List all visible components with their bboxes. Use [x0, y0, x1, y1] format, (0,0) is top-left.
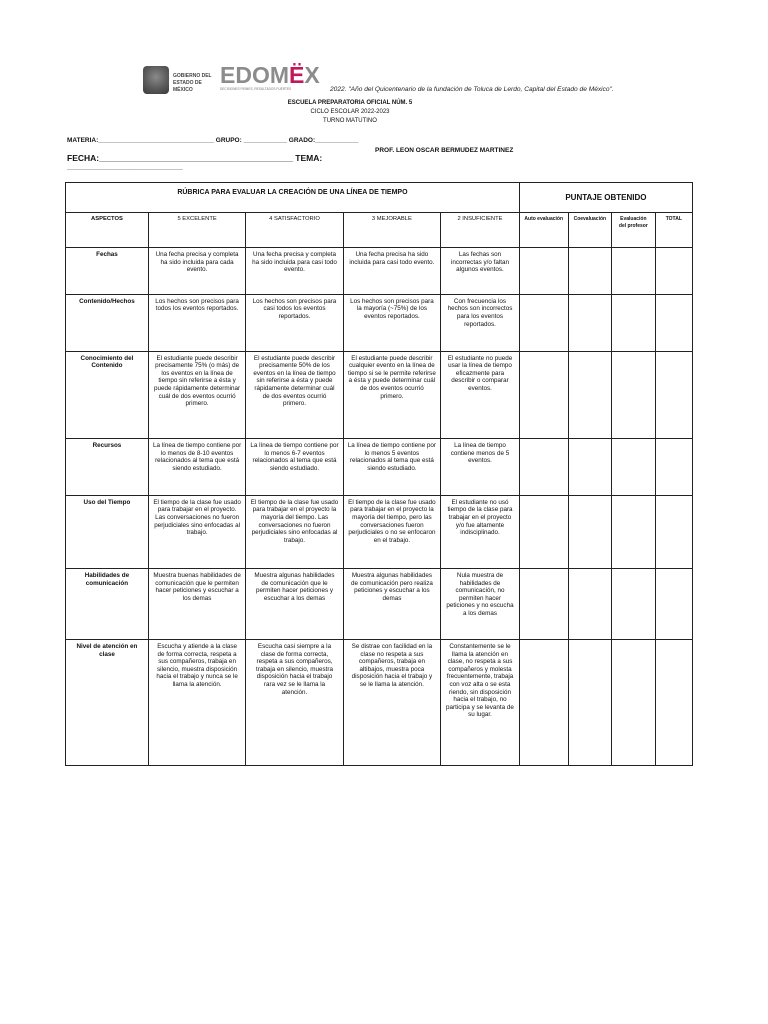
header-evaluacion-profesor: Evaluación del profesor [612, 213, 656, 248]
criterion-4: Muestra algunas habilidades de comunicación que le permiten hacer peticiones y escuchar a los demas [246, 568, 343, 639]
criterion-4: El tiempo de la clase fue usado para trabajar en el proyecto la mayoría del tiempo. Las conversaciones no fueron perjudiciales sino enfocadas al trabajo. [246, 495, 343, 568]
aspect-contenido: Contenido/Hechos [66, 294, 149, 351]
table-row [66, 640, 693, 766]
aspect-uso-tiempo: Uso del Tiempo [66, 495, 149, 568]
score-total[interactable] [655, 294, 692, 351]
criterion-3: Los hechos son precisos para la mayoría (~75%) de los eventos reportados. [343, 294, 440, 351]
table-title-row [66, 183, 693, 213]
criterion-5: La línea de tiempo contiene por lo menos de 8-10 eventos relacionados al tema que está siendo estudiado. [148, 438, 245, 495]
score-coeval[interactable] [568, 248, 612, 295]
criterion-3: El tiempo de la clase fue usado para trabajar en el proyecto la mayoría del tiempo, pero las conversaciones fueron perjudiciales o no se enfocaron en el trabajo. [343, 495, 440, 568]
score-coeval[interactable] [568, 351, 612, 438]
rubric-table [65, 182, 693, 766]
score-coeval[interactable] [568, 438, 612, 495]
criterion-2: Nula muestra de habilidades de comunicación, no permiten hacer peticiones y no escucha a los demas [441, 568, 520, 639]
score-coeval[interactable] [568, 294, 612, 351]
criterion-3: Se distrae con facilidad en la clase no respeta a sus compañeros, trabaja en altibajos, muestra poca disposición hacia el trabajo y se le llama la atención. [343, 640, 440, 766]
header-insuficiente: 2 INSUFICIENTE [441, 213, 520, 248]
edomex-tagline: DECISIONES FIRMES, RESULTADOS FUERTES [220, 87, 292, 91]
score-profesor[interactable] [612, 438, 656, 495]
criterion-4: Los hechos son precisos para casi todos los eventos reportados. [246, 294, 343, 351]
score-title: PUNTAJE OBTENIDO [519, 183, 692, 213]
header-autoevaluacion: Auto evaluación [519, 213, 568, 248]
score-coeval[interactable] [568, 640, 612, 766]
header-excelente: 5 EXCELENTE [148, 213, 245, 248]
score-coeval[interactable] [568, 568, 612, 639]
score-profesor[interactable] [612, 495, 656, 568]
gov-logo-text: GOBIERNO DEL ESTADO DE MÉXICO [173, 73, 212, 93]
criterion-5: El tiempo de la clase fue usado para trabajar en el proyecto. Las conversaciones no fueron perjudiciales sino enfocadas al trabajo. [148, 495, 245, 568]
aspect-recursos: Recursos [66, 438, 149, 495]
table-row [66, 568, 693, 639]
criterion-3: El estudiante puede describir cualquier evento en la línea de tiempo si se le permite referirse a ésta y puede determinar cuál de dos eventos ocurrió primero. [343, 351, 440, 438]
score-profesor[interactable] [612, 640, 656, 766]
score-auto[interactable] [519, 495, 568, 568]
aspect-comunicacion: Habilidades de comunicación [66, 568, 149, 639]
header-mejorable: 3 MEJORABLE [343, 213, 440, 248]
score-auto[interactable] [519, 294, 568, 351]
criterion-2: Con frecuencia los hechos son incorrectos para los eventos reportados. [441, 294, 520, 351]
criterion-5: El estudiante puede describir precisamente 75% (o más) de los eventos en la línea de tiempo sin referirse a ésta y puede rápidamente determinar cuál de dos eventos ocurrió primero. [148, 351, 245, 438]
score-total[interactable] [655, 495, 692, 568]
criterion-5: Una fecha precisa y completa ha sido incluida para cada evento. [148, 248, 245, 295]
table-row [66, 351, 693, 438]
criterion-2: Constantemente se le llama la atención en clase, no respeta a sus compañeros y molesta frecuentemente, trabaja con voz alta o se esta riendo, sin disposición hacia el trabajo, no participa y se levanta de su lugar. [441, 640, 520, 766]
table-row [66, 438, 693, 495]
criterion-3: La línea de tiempo contiene por lo menos 5 eventos relacionados al tema que está siendo estudiado. [343, 438, 440, 495]
professor-name: PROF. LEON OSCAR BERMUDEZ MARTINEZ [375, 147, 514, 154]
score-auto[interactable] [519, 438, 568, 495]
criterion-2: La línea de tiempo contiene menos de 5 eventos. [441, 438, 520, 495]
criterion-4: La línea de tiempo contiene por lo menos 6-7 eventos relacionados al tema que está siendo estudiado. [246, 438, 343, 495]
criterion-3: Una fecha precisa ha sido incluida para casi todo evento. [343, 248, 440, 295]
header-total: TOTAL [655, 213, 692, 248]
table-header-row [66, 213, 693, 248]
edomex-logo [220, 63, 322, 97]
criterion-4: Escucha casi siempre a la clase de forma correcta, respeta a sus compañeros, trabaja en silencio, muestra disposición hacia el trabajo rara vez se le llama la atención. [246, 640, 343, 766]
criterion-2: El estudiante no puede usar la línea de tiempo eficazmente para describir o comparar eventos. [441, 351, 520, 438]
state-government-logo [143, 66, 215, 96]
criterion-2: El estudiante no usó tiempo de la clase para trabajar en el proyecto y/o fue altamente indisciplinado. [441, 495, 520, 568]
criterion-5: Muestra buenas habilidades de comunicación que le permiten hacer peticiones y escuchar a los demas [148, 568, 245, 639]
header-aspectos: ASPECTOS [66, 213, 149, 248]
score-profesor[interactable] [612, 568, 656, 639]
fecha-tema-line: FECHA:_________________________________________ TEMA: [67, 153, 323, 163]
school-shift: TURNO MATUTINO [323, 118, 377, 124]
score-coeval[interactable] [568, 495, 612, 568]
score-auto[interactable] [519, 640, 568, 766]
table-row [66, 294, 693, 351]
aspect-fechas: Fechas [66, 248, 149, 295]
score-total[interactable] [655, 351, 692, 438]
aspect-conocimiento: Conocimiento del Contenido [66, 351, 149, 438]
materia-grupo-grado-line: MATERIA:________________________________ GRUPO: ____________ GRADO:____________ [67, 137, 359, 144]
tema-continuation-line: ________________________________ [67, 164, 183, 171]
score-auto[interactable] [519, 248, 568, 295]
criterion-5: Los hechos son precisos para todos los eventos reportados. [148, 294, 245, 351]
score-auto[interactable] [519, 351, 568, 438]
header-coevaluacion: Coevaluación [568, 213, 612, 248]
aspect-atencion: Nivel de atención en clase [66, 640, 149, 766]
year-slogan: 2022. "Año del Quicentenario de la fundación de Toluca de Lerdo, Capital del Estado de México". [330, 86, 614, 93]
score-total[interactable] [655, 640, 692, 766]
score-total[interactable] [655, 568, 692, 639]
rubric-title: RÚBRICA PARA EVALUAR LA CREACIÓN DE UNA LÍNEA DE TIEMPO [66, 183, 520, 213]
criterion-3: Muestra algunas habilidades de comunicación pero realiza peticiones y escuchar a los demas [343, 568, 440, 639]
school-name: ESCUELA PREPARATORIA OFICIAL NÚM. 5 [287, 100, 413, 106]
score-total[interactable] [655, 248, 692, 295]
score-auto[interactable] [519, 568, 568, 639]
score-profesor[interactable] [612, 351, 656, 438]
school-cycle: CICLO ESCOLAR 2022-2023 [310, 109, 390, 115]
score-total[interactable] [655, 438, 692, 495]
score-profesor[interactable] [612, 248, 656, 295]
table-row [66, 495, 693, 568]
edomex-wordmark: EDOMËX [220, 62, 320, 88]
state-seal-icon [143, 66, 169, 94]
criterion-4: Una fecha precisa y completa ha sido incluida para casi todo evento. [246, 248, 343, 295]
table-row [66, 248, 693, 295]
header-satisfactorio: 4 SATISFACTORIO [246, 213, 343, 248]
criterion-4: El estudiante puede describir precisamente 50% de los eventos en la línea de tiempo sin referirse a ésta y puede rápidamente determinar cuál de dos eventos ocurrió primero. [246, 351, 343, 438]
criterion-5: Escucha y atiende a la clase de forma correcta, respeta a sus compañeros, trabaja en silencio, muestra disposición hacia el trabajo y nunca se le llama la atención. [148, 640, 245, 766]
score-profesor[interactable] [612, 294, 656, 351]
criterion-2: Las fechas son incorrectas y/o faltan algunos eventos. [441, 248, 520, 295]
